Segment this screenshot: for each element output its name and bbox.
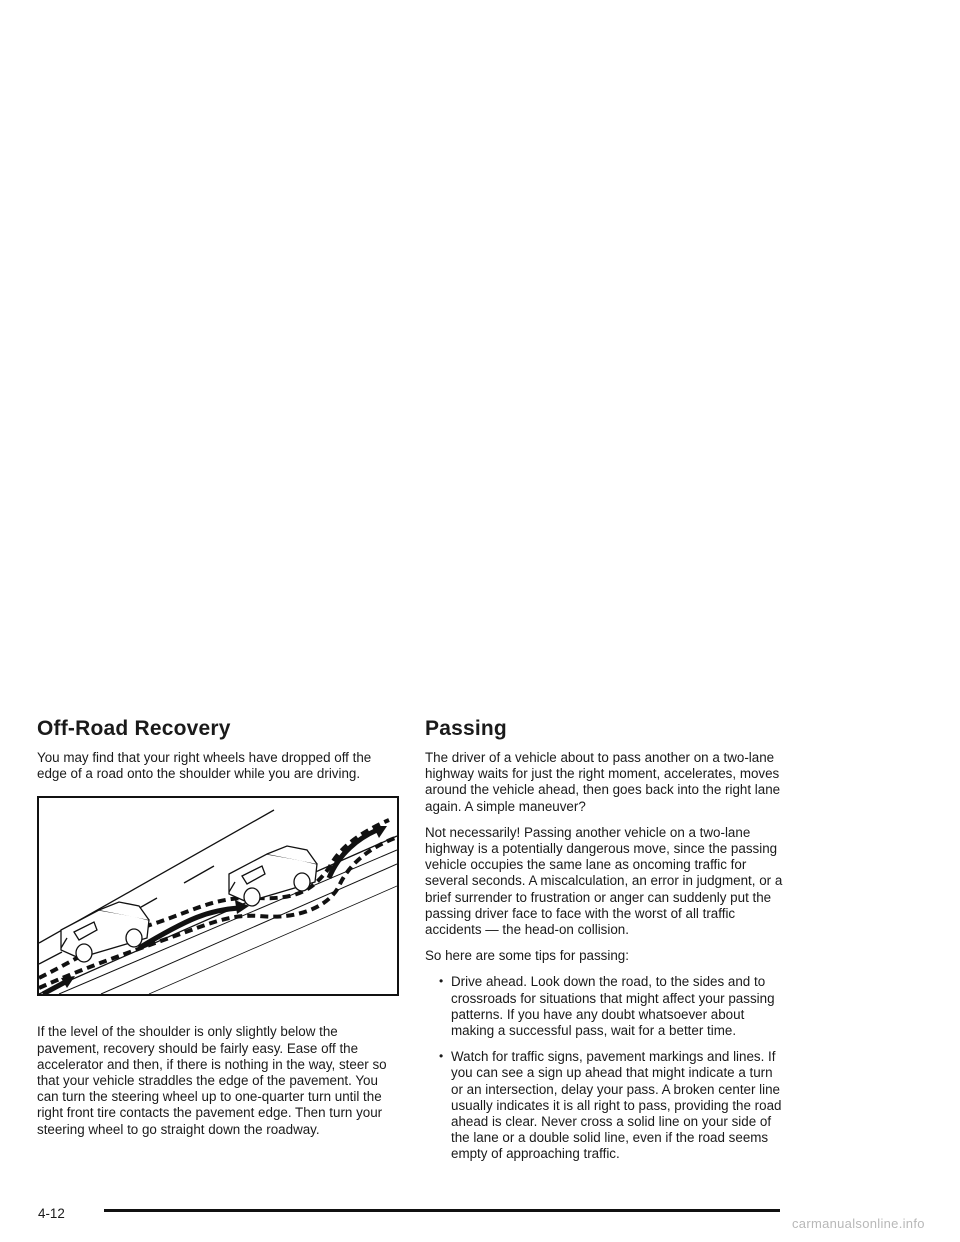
passing-paragraph-3: So here are some tips for passing: xyxy=(425,948,629,964)
pickup-truck-rear xyxy=(61,902,149,962)
watermark: carmanualsonline.info xyxy=(792,1216,925,1231)
section-heading-off-road-recovery: Off-Road Recovery xyxy=(37,717,231,740)
left-column xyxy=(37,716,399,1148)
center-dash xyxy=(184,866,214,883)
center-dash xyxy=(39,952,62,964)
bullet-icon: • xyxy=(439,974,444,989)
section-heading-passing: Passing xyxy=(425,717,507,740)
passing-paragraph-2: Not necessarily! Passing another vehicle on a two-lane highway is a potentially dangerous move, since the passing vehicle occupies the same lane as oncoming traffic for several seconds. A miscalculation, an error in judgment, or a brief surrender to frustration or anger can suddenly put the passing driver face to face with the worst of all traffic accidents — the head-on collision. xyxy=(425,824,783,938)
off-road-recovery-illustration xyxy=(37,796,399,996)
off-road-intro-paragraph: You may find that your right wheels have dropped off the edge of a road onto the shoulder while you are driving. xyxy=(37,750,372,782)
bullet-icon: • xyxy=(439,1049,444,1064)
page-number: 4-12 xyxy=(38,1206,65,1221)
road-illustration xyxy=(39,798,397,994)
passing-paragraph-1: The driver of a vehicle about to pass another on a two-lane highway waits for just the right moment, accelerates, moves around the vehicle ahead, then goes back into the right lane again. A simple maneuver? xyxy=(425,750,781,814)
footer-rule xyxy=(104,1209,780,1212)
right-column xyxy=(425,716,787,1173)
list-item xyxy=(439,1049,787,1162)
tip-text: Drive ahead. Look down the road, to the sides and to crossroads for situations that might affect your passing patterns. If you have any doubt whatsoever about making a successful pass, wait for a better time. xyxy=(451,974,775,1039)
list-item xyxy=(439,974,787,1039)
tip-text: Watch for traffic signs, pavement markings and lines. If you can see a sign up ahead that might indicate a turn or an intersection, delay your pass. A broken center line usually indicates it is all right to pass, providing the road ahead is clear. Never cross a solid line on your side of the lane or a double solid line, even if the road seems empty of approaching traffic. xyxy=(451,1049,782,1162)
passing-tips-list xyxy=(425,974,787,1162)
off-road-body-paragraph: If the level of the shoulder is only slightly below the pavement, recovery should be fairly easy. Ease off the accelerator and then, if there is nothing in the way, steer so that your vehicle straddles the edge of the pavement. You can turn the steering wheel up to one-quarter turn until the right front tire contacts the pavement edge. Then turn your steering wheel to go straight down the roadway. xyxy=(37,1024,387,1137)
